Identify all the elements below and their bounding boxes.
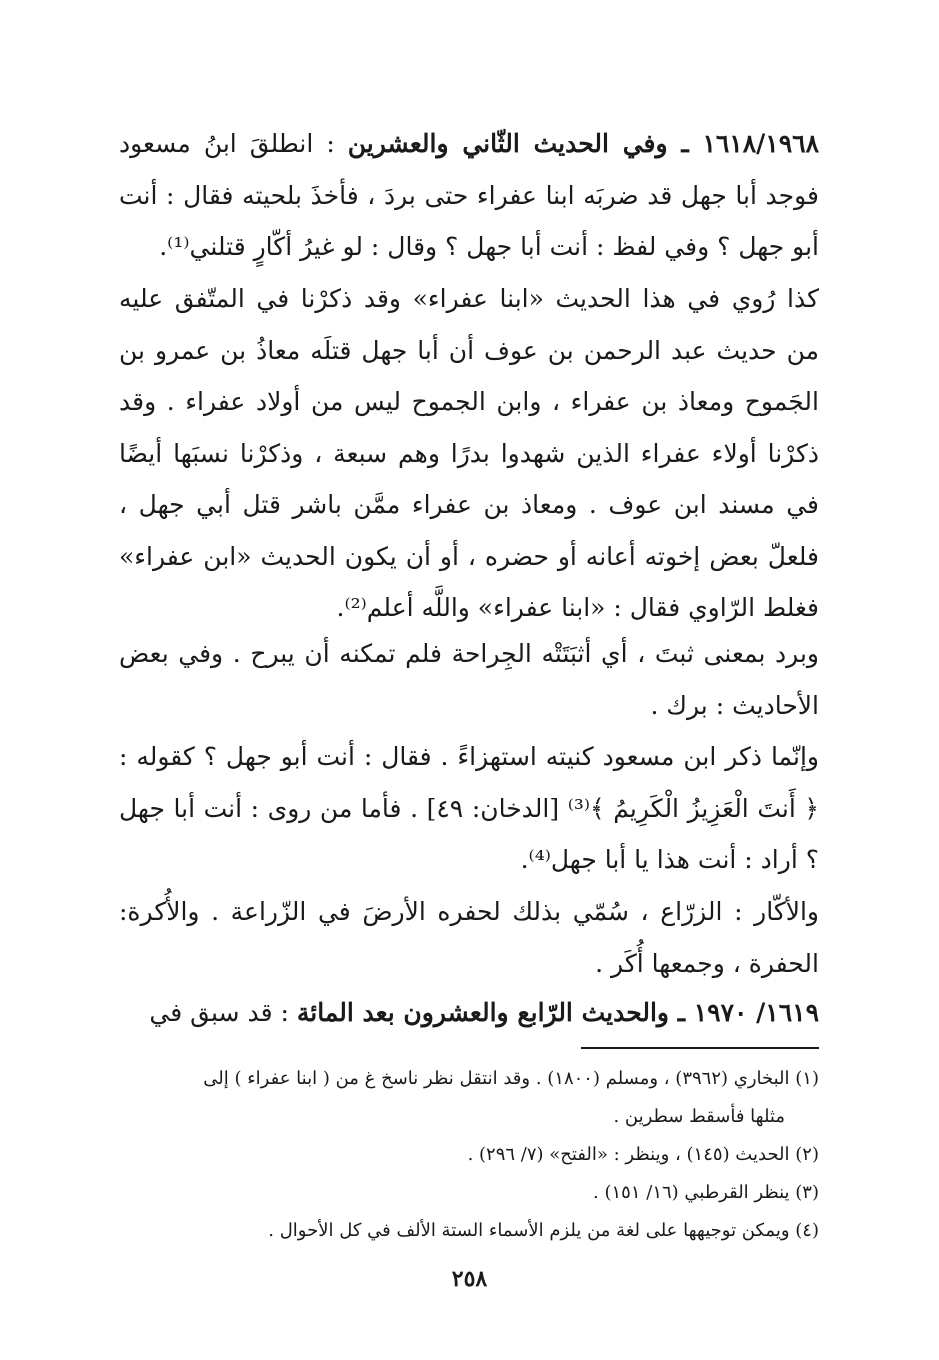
footnote-text: (٣) ينظر القرطبي (١٦/ ١٥١) .	[593, 1182, 819, 1203]
footnote-4	[119, 1212, 819, 1250]
footnote-1	[119, 1060, 819, 1136]
footnote-text: (١) البخاري (٣٩٦٢) ، ومسلم (١٨٠٠) . وقد انتقل نظر ناسخ غ من ( ابنا عفراء ) إلى	[203, 1068, 819, 1089]
paragraph-text: وإنّما ذكر ابن مسعود كنيته استهزاءً . فقال : أنت أبو جهل ؟ كقوله : ﴿ أَنتَ الْعَزِيزُ الْكَرِيمُ ﴾⁽³⁾ [الدخان: ٤٩] . فأما من روى : أنت أبا جهل ؟ أراد : أنت هذا يا أبا جهل⁽⁴⁾.	[119, 742, 820, 874]
footnote-text: (٢) الحديث (١٤٥) ، وينظر : «الفتح» (٧/ ٢٩٦) .	[467, 1144, 819, 1165]
paragraph-commentary	[119, 273, 819, 634]
paragraph-hadith-1618	[119, 118, 819, 273]
footnote-3	[119, 1174, 819, 1212]
footnotes	[119, 1060, 819, 1250]
footnote-separator	[581, 1047, 819, 1049]
paragraph-text: : انطلقَ ابنُ مسعود فوجد أبا جهل قد ضربَه ابنا عفراء حتى بردَ ، فأخذَ بلحيته فقال : أنت أبو جهل ؟ وفي لفظ : أنت أبا جهل ؟ وقال : لو غيرُ أكّارٍ قتلني⁽¹⁾.	[119, 129, 819, 261]
paragraph-hadith-1619	[119, 987, 819, 1039]
footnote-continuation: مثلها فأسقط سطرين .	[613, 1106, 785, 1127]
paragraph-barad-meaning	[119, 628, 819, 731]
footnote-text: (٤) ويمكن توجيهها على لغة من يلزم الأسماء الستة الألف في كل الأحوال .	[268, 1220, 819, 1241]
hadith-heading: ١٦١٩/ ١٩٧٠ ـ والحديث الرّابع والعشرون بعد المائة	[296, 998, 819, 1027]
hadith-heading: ١٦١٨/١٩٦٨ ـ وفي الحديث الثّاني والعشرين	[347, 129, 820, 158]
paragraph-akkar	[119, 886, 819, 989]
paragraph-text: وبرد بمعنى ثبتَ ، أي أثبَتَتْه الجِراحة فلم تمكنه أن يبرح . وفي بعض الأحاديث : برك .	[119, 639, 819, 720]
paragraph-kunya	[119, 731, 819, 886]
page-number: ٢٥٨	[451, 1266, 488, 1292]
paragraph-text: : قد سبق في	[149, 998, 297, 1027]
paragraph-text: والأكّار : الزرّاع ، سُمّي بذلك لحفره الأرضَ في الزّراعة . والأُكرة: الحفرة ، وجمعها أُكَر .	[119, 897, 819, 978]
footnote-2	[119, 1136, 819, 1174]
paragraph-text: كذا رُوي في هذا الحديث «ابنا عفراء» وقد ذكرْنا في المتّفق عليه من حديث عبد الرحمن بن عوف أن أبا جهل قتلَه معاذُ بن عمرو بن الجَموح ومعاذ بن عفراء ، وابن الجموح ليس من أولاد عفراء . وقد ذكرْنا أولاء عفراء الذين شهدوا بدرًا وهم سبعة ، وذكرْنا نسبَها أيضًا في مسند ابن عوف . ومعاذ بن عفراء ممَّن باشر قتل أبي جهل ، فلعلّ بعض إخوته أعانه أو حضره ، أو أن يكون الحديث «ابن عفراء» فغلط الرّاوي فقال : «ابنا عفراء» واللَّه أعلم⁽²⁾.	[119, 284, 819, 622]
